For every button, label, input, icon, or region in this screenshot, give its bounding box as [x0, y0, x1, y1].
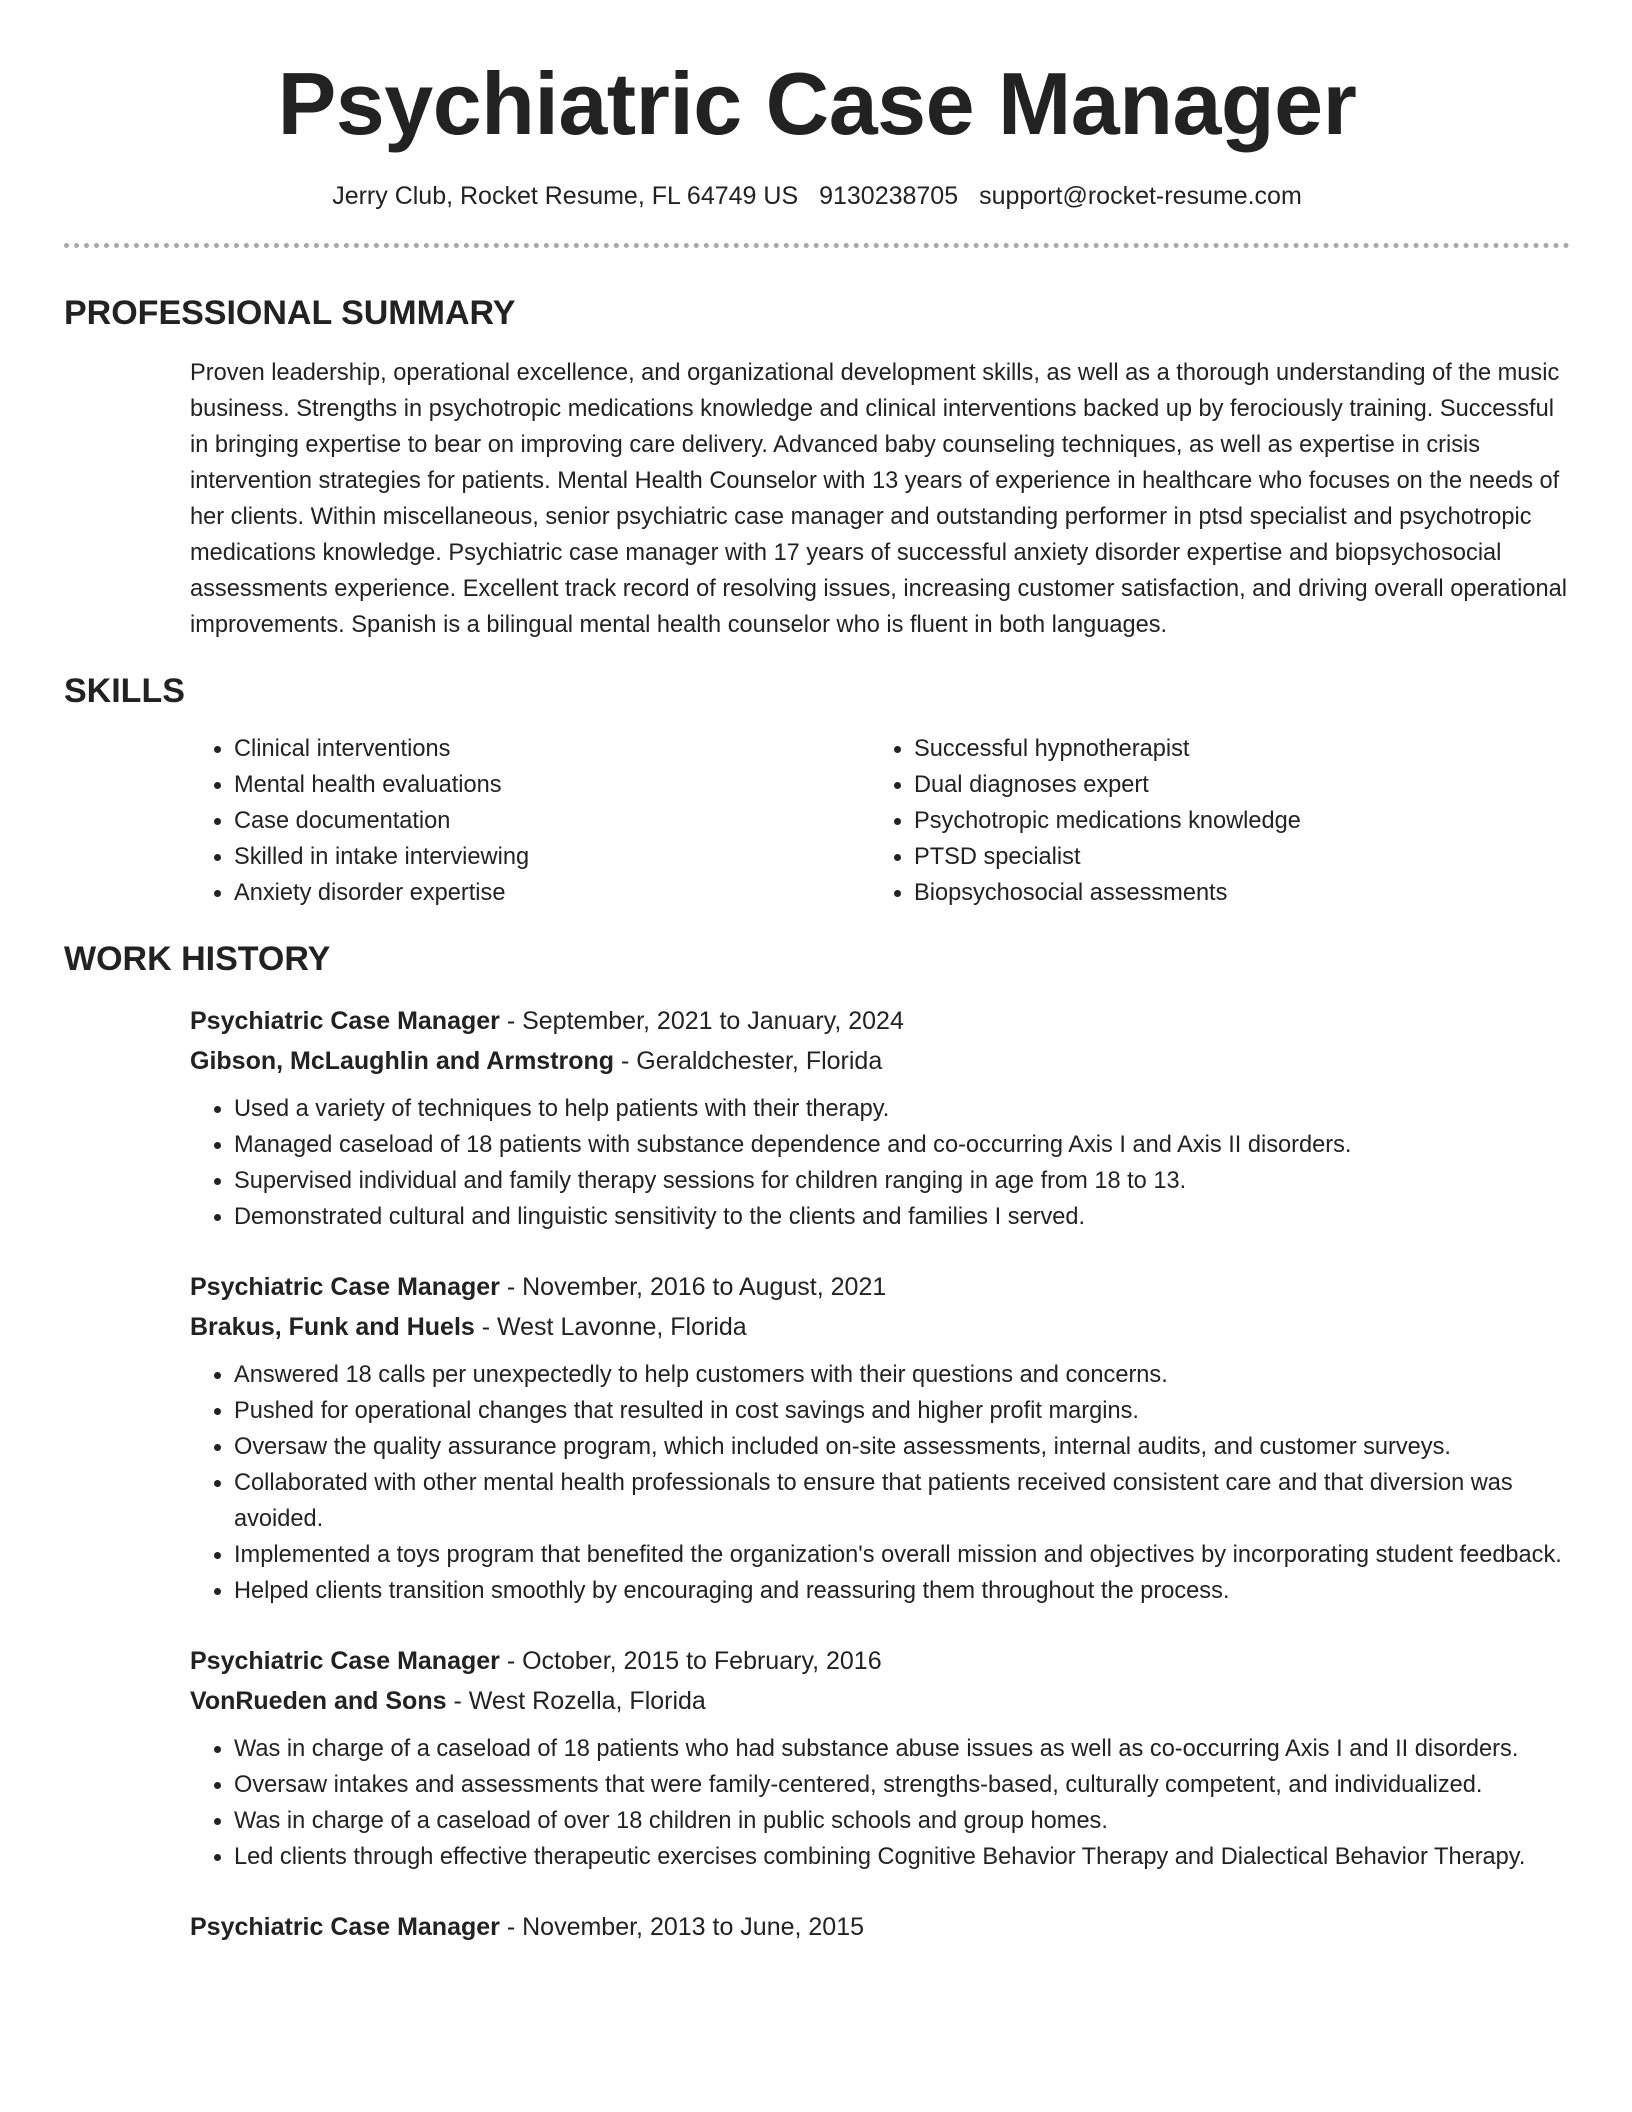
- job-location: - West Rozella, Florida: [446, 1687, 706, 1715]
- skill-item: • Mental health evaluations: [234, 767, 870, 803]
- job-bullet: • Collaborated with other mental health professionals to ensure that patients received consistent care and that diversion was avoided.: [234, 1465, 1570, 1537]
- contact-email: support@rocket-resume.com: [979, 182, 1302, 210]
- job-bullet: • Was in charge of a caseload of over 18 children in public schools and group homes.: [234, 1803, 1570, 1839]
- skill-item: • PTSD specialist: [914, 839, 1301, 875]
- skill-item: • Case documentation: [234, 803, 870, 839]
- skills-column-left: [190, 731, 870, 911]
- skill-item: • Clinical interventions: [234, 731, 870, 767]
- job-bullet: • Led clients through effective therapeutic exercises combining Cognitive Behavior Therapy and Dialectical Behavior Therapy.: [234, 1839, 1570, 1875]
- work-history-heading: WORK HISTORY: [64, 940, 331, 978]
- job-company: Gibson, McLaughlin and Armstrong: [190, 1047, 615, 1075]
- resume-name: Psychiatric Case Manager: [277, 54, 1357, 153]
- job-dates: - November, 2016 to August, 2021: [499, 1273, 887, 1301]
- job-bullet: • Helped clients transition smoothly by encouraging and reassuring them throughout the process.: [234, 1573, 1570, 1609]
- job-title-line: [190, 1641, 1570, 1681]
- contact-phone: 9130238705: [819, 182, 959, 210]
- resume-page: [64, 0, 1570, 1947]
- job-title-line: [190, 1267, 1570, 1307]
- job-bullet: • Demonstrated cultural and linguistic sensitivity to the clients and families I served.: [234, 1199, 1570, 1235]
- job-bullet: • Oversaw the quality assurance program, which included on-site assessments, internal audits, and customer surveys.: [234, 1429, 1570, 1465]
- job-role: Psychiatric Case Manager: [190, 1273, 500, 1301]
- skill-item: • Biopsychosocial assessments: [914, 875, 1301, 911]
- job-entry: [190, 1001, 1570, 1235]
- job-dates: - September, 2021 to January, 2024: [499, 1007, 904, 1035]
- job-bullet: • Supervised individual and family therapy sessions for children ranging in age from 18 to 13.: [234, 1163, 1570, 1199]
- job-bullet: • Managed caseload of 18 patients with substance dependence and co-occurring Axis I and Axis II disorders.: [234, 1127, 1570, 1163]
- summary-heading: PROFESSIONAL SUMMARY: [64, 294, 516, 332]
- job-dates: - October, 2015 to February, 2016: [499, 1647, 882, 1675]
- skill-item: • Dual diagnoses expert: [914, 767, 1301, 803]
- contact-line: [64, 178, 1570, 214]
- contact-address: Jerry Club, Rocket Resume, FL 64749 US: [332, 182, 799, 210]
- job-role: Psychiatric Case Manager: [190, 1007, 500, 1035]
- job-bullet: • Implemented a toys program that benefited the organization's overall mission and objectives by incorporating student feedback.: [234, 1537, 1570, 1573]
- job-bullets: [190, 1091, 1570, 1235]
- skill-item: • Successful hypnotherapist: [914, 731, 1301, 767]
- job-company: VonRueden and Sons: [190, 1687, 447, 1715]
- job-company-line: [190, 1307, 1570, 1347]
- job-bullet: • Oversaw intakes and assessments that were family-centered, strengths-based, culturally competent, and individualized.: [234, 1767, 1570, 1803]
- job-company-line: [190, 1681, 1570, 1721]
- job-company-line: [190, 1041, 1570, 1081]
- job-location: - Geraldchester, Florida: [614, 1047, 883, 1075]
- job-bullet: • Used a variety of techniques to help patients with their therapy.: [234, 1091, 1570, 1127]
- job-bullets: [190, 1731, 1570, 1875]
- job-title-line: [190, 1907, 1570, 1947]
- job-location: - West Lavonne, Florida: [474, 1313, 747, 1341]
- job-company: Brakus, Funk and Huels: [190, 1313, 475, 1341]
- job-role: Psychiatric Case Manager: [190, 1913, 500, 1941]
- header-divider: [64, 243, 1570, 248]
- job-bullet: • Answered 18 calls per unexpectedly to help customers with their questions and concerns.: [234, 1357, 1570, 1393]
- job-bullet: • Pushed for operational changes that resulted in cost savings and higher profit margins.: [234, 1393, 1570, 1429]
- summary-text: Proven leadership, operational excellence, and organizational development skills, as well as a thorough understanding of the music business. Strengths in psychotropic medications knowledge and clinical interventions backed up by ferociously training. Successful in bringing expertise to bear on improving care delivery. Advanced baby counseling techniques, as well as expertise in crisis intervention strategies for patients. Mental Health Counselor with 13 years of experience in healthcare who focuses on the needs of her clients. Within miscellaneous, senior psychiatric case manager and outstanding performer in ptsd specialist and psychotropic medications knowledge. Psychiatric case manager with 17 years of successful anxiety disorder expertise and biopsychosocial assessments experience. Excellent track record of resolving issues, increasing customer satisfaction, and driving overall operational improvements. Spanish is a bilingual mental health counselor who is fluent in both languages.: [190, 360, 1567, 638]
- job-entry: [190, 1907, 1570, 1947]
- job-entry: [190, 1641, 1570, 1875]
- skills-list: [190, 731, 1570, 911]
- skill-item: • Psychotropic medications knowledge: [914, 803, 1301, 839]
- job-title-line: [190, 1001, 1570, 1041]
- skill-item: • Anxiety disorder expertise: [234, 875, 870, 911]
- job-bullet: • Was in charge of a caseload of 18 patients who had substance abuse issues as well as co-occurring Axis I and II disorders.: [234, 1731, 1570, 1767]
- skill-item: • Skilled in intake interviewing: [234, 839, 870, 875]
- job-dates: - November, 2013 to June, 2015: [499, 1913, 865, 1941]
- job-entry: [190, 1267, 1570, 1609]
- job-role: Psychiatric Case Manager: [190, 1647, 500, 1675]
- skills-heading: SKILLS: [64, 672, 185, 710]
- skills-column-right: [870, 731, 1301, 911]
- job-bullets: [190, 1357, 1570, 1609]
